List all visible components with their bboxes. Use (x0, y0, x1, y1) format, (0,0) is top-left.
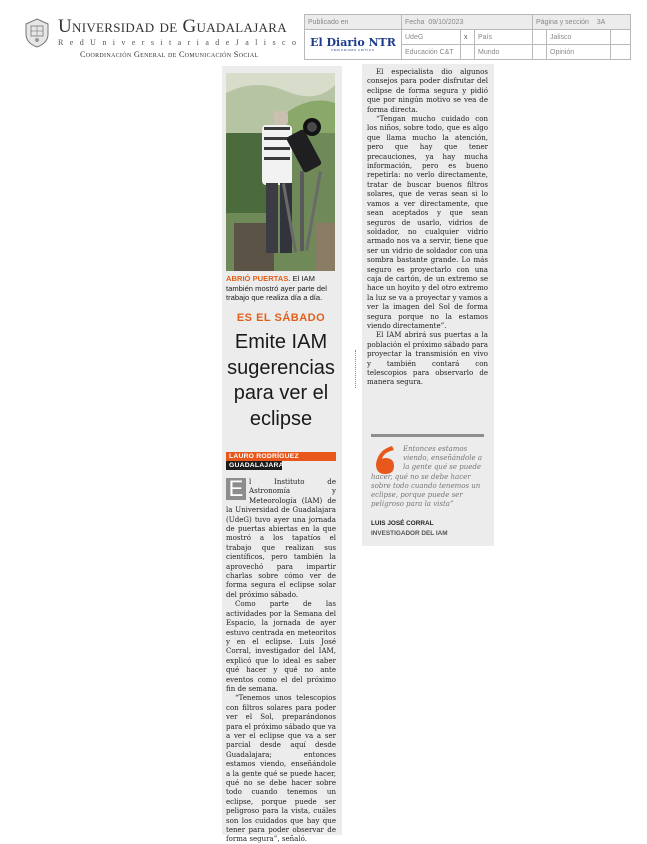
network-letter: s (150, 38, 154, 47)
page-section-label: Página y sección (536, 18, 589, 26)
section-mundo: Mundo (475, 45, 533, 60)
paragraph-1-text: l Instituto de Astronomía y Meteorología (IAM) de la Universidad de Guadalajara (UdeG) tuvo ayer una jornada de puertas abiertas en la que mostró a los tapatíos el trabajo que realizan sus científicos, pero también la aprovechó para impartir charlas sobre cómo ver de forma segura el eclipse solar del próximo sábado. (226, 477, 336, 599)
section-pais: País (475, 30, 533, 45)
network-letter: a (245, 38, 249, 47)
network-letter: R (58, 38, 64, 47)
network-letter: U (90, 38, 96, 47)
paragraph-4: El especialista dio algunos consejos para poder disfrutar del eclipse de forma segura y pidió que por ningún motivo se vea de forma directa. (367, 67, 488, 114)
article-headline: Emite IAM sugerencias para ver el eclipse (227, 331, 335, 430)
publication-logo (305, 30, 402, 60)
network-letter: s (272, 38, 276, 47)
paragraph-3: “Tenemos unos telescopios con filtros solares para poder ver el Sol, preparándonos para el próximo sábado que va a ver el eclipse que va a ser parcial desde aquí desde Guadalajara; entonces estamos viendo, enseñándole a la gente qué se puede hacer, qué no se debe hacer sobre todo cuando tenemos un eclipse, porque puede ser peligroso para la vista, cuáles son los cuidados que hay que tener para poder observar de forma segura”, señaló. (226, 693, 336, 844)
section-educacion-mark (461, 45, 475, 60)
network-letter: i (112, 38, 115, 47)
byline (226, 452, 336, 470)
article-photo (226, 73, 335, 271)
section-mundo-mark (533, 45, 547, 60)
page-section-value: 3A (596, 18, 606, 26)
network-letter: c (281, 38, 286, 47)
section-udeg: UdeG (402, 30, 461, 45)
byline-author: LAURO RODRÍGUEZ (226, 452, 336, 461)
network-letter: o (291, 38, 296, 47)
university-name: Universidad de Guadalajara (58, 16, 287, 37)
section-udeg-mark: x (461, 30, 475, 45)
column-separator (355, 350, 356, 388)
network-letter: i (263, 38, 267, 47)
quote-author: LUIS JOSÉ CORRAL (371, 520, 434, 527)
publication-tagline: PERIODISMO CRÍTICO (331, 48, 375, 52)
article-body-right (367, 67, 488, 387)
photo-caption (226, 274, 336, 303)
network-letter: e (69, 38, 74, 47)
network-letter: l (255, 38, 258, 47)
drop-cap: E (226, 478, 246, 500)
date-cell (402, 15, 533, 30)
quote-divider (371, 434, 484, 437)
network-letter: a (205, 38, 209, 47)
date-label: Fecha (405, 18, 425, 26)
network-letter: d (215, 38, 220, 47)
network-letter: v (121, 38, 126, 47)
pull-quote-rest: hacer, qué no se debe hacer sobre todo cuando tenemos un eclipse, porque puede ser peligroso para la vista” (371, 472, 481, 509)
article-body-left (226, 477, 336, 844)
network-letter: n (102, 38, 107, 47)
pull-quote (371, 445, 488, 509)
article-kicker: ES EL SÁBADO (236, 312, 326, 324)
network-letter: i (160, 38, 163, 47)
caption-text: El IAM también mostró ayer parte del trabajo que realiza día a día. (226, 274, 327, 303)
publication-name: El Diario NTR (310, 36, 396, 49)
section-jalisco: Jalisco (547, 30, 611, 45)
paragraph-2: Como parte de las actividades por la Semana del Espacio, la jornada de ayer estuvo centrada en meteoritos y en el eclipse. Luis José Corral, investigador del IAM, explicó que lo ideal es saber qué hacer y qué no ante eventos como el del próximo fin de semana. (226, 599, 336, 693)
publication-meta-table (304, 14, 631, 60)
paragraph-5: “Tengan mucho cuidado con los niños, sobre todo, que es algo que llama mucho la atención, pero que hay que tener precauciones, ya hay mucha información, pero es bueno repetirla: no verlo directamente, tratar de buscar buenos filtros solares, que de veras sean si lo vamos a ver directamente, que sean aceptados y que sean seguros de usarlo, vidrios de soldador, no cualquier vidrio armado nos va a servir, tiene que ser un vidrio de soldador con una sombra bastante grande. Lo más seguro es proyectarlo con una caja de cartón, de un extremo se hace un hoyito y del otro extremo la luz se va a proyectar y vamos a ver la imagen del Sol de forma segura porque no la estamos viendo directamente”. (367, 114, 488, 330)
university-seal-icon (24, 18, 50, 48)
paragraph-6: El IAM abrirá sus puertas a la población el próximo sábado para proyectar la transmisión en vivo y también contará con telescopios para observarlo de manera segura. (367, 330, 488, 387)
network-letter: r (141, 38, 145, 47)
byline-place: GUADALAJARA (226, 461, 282, 470)
paragraph-1 (226, 477, 336, 599)
published-in-label: Publicado en (305, 15, 402, 30)
section-jalisco-mark (611, 30, 631, 45)
pull-quote-lead: Entonces estamos viendo, enseñándole a la gente qué se puede (403, 445, 483, 472)
network-letter: e (225, 38, 230, 47)
network-letter: i (196, 38, 199, 47)
quote-role: INVESTIGADOR DEL IAM (371, 530, 448, 537)
network-letter: t (168, 38, 172, 47)
section-pais-mark (533, 30, 547, 45)
section-opinion-mark (611, 45, 631, 60)
network-letter: a (177, 38, 182, 47)
coordination-name: Coordinación General de Comunicación Social (80, 50, 259, 59)
caption-tag: ABRIÓ PUERTAS. (226, 274, 291, 283)
network-letter: r (187, 38, 191, 47)
network-letter: J (235, 38, 239, 47)
network-letter: e (131, 38, 136, 47)
date-value: 09/10/2023 (428, 18, 464, 26)
university-network-line (58, 38, 296, 47)
page-section-cell (533, 15, 631, 30)
section-opinion: Opinión (547, 45, 611, 60)
network-letter: d (79, 38, 84, 47)
section-educacion: Educación C&T (402, 45, 461, 60)
